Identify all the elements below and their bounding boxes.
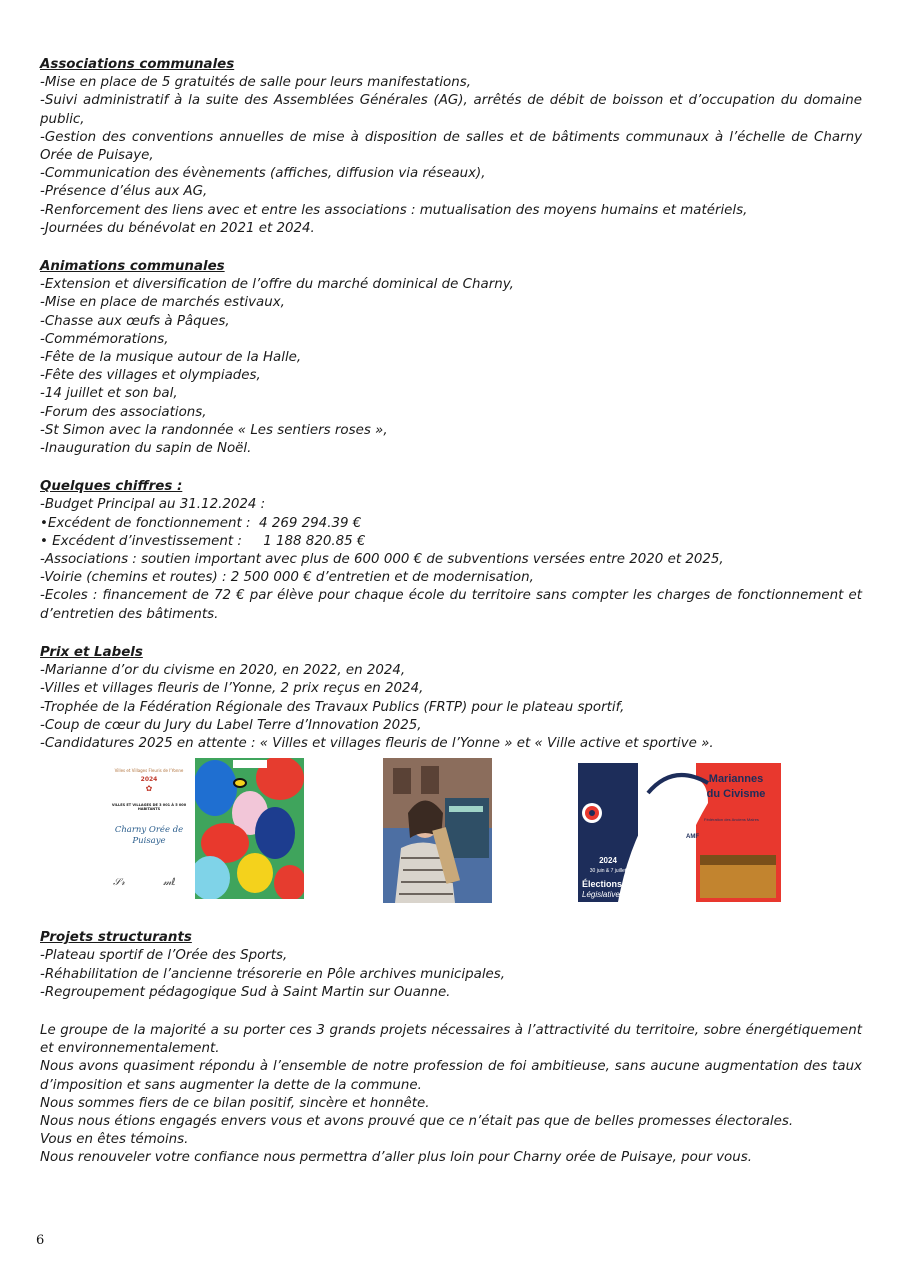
list-item: -Voirie (chemins et routes) : 2 500 000 € d’entretien et de modernisation,: [40, 570, 534, 586]
signature-right: 𝓂ℓ: [163, 877, 176, 889]
paragraph: Le groupe de la majorité a su porter ces 3 grands projets nécessaires à l’attractivité du territoire, sobre énergétiquement et environnementalement.: [40, 1022, 862, 1057]
section-title: Animations communales: [40, 259, 225, 275]
list-item: •Excédent de fonctionnement : 4 269 294.39 €: [40, 515, 362, 531]
list-item: -Inauguration du sapin de Noël.: [40, 441, 252, 457]
section-chiffres: [40, 478, 862, 624]
list-item: -Plateau sportif de l’Orée des Sports,: [40, 948, 288, 964]
list-item: -Mise en place de marchés estivaux,: [40, 295, 285, 311]
certificate-header: Villes et Villages Fleuris de l'Yonne: [114, 768, 184, 774]
list-item: -Ecoles : financement de 72 € par élève pour chaque école du territoire sans compter les charges de fonctionnement et d’entretien des bâtiments.: [40, 588, 862, 622]
marianne-year: 2024: [599, 856, 617, 866]
section-title: Projets structurants: [40, 930, 192, 946]
marianne-title-2: du Civisme: [706, 788, 766, 801]
list-item: -Suivi administratif à la suite des Assemblées Générales (AG), arrêtés de débit de boisson et d’occupation du domaine public,: [40, 93, 862, 127]
image-strip: [40, 758, 862, 908]
section-conclusion: [40, 1022, 862, 1168]
list-item: -14 juillet et son bal,: [40, 386, 178, 402]
marianne-event1: Élections: [582, 879, 623, 890]
section-animations: [40, 258, 862, 458]
certificate-category: VILLES ET VILLAGES DE 3 001 À 5 000 HABITANTS: [111, 803, 187, 812]
list-item: -St Simon avec la randonnée « Les sentiers roses »,: [40, 422, 388, 438]
section-prix: [40, 644, 862, 753]
section-title: Quelques chiffres :: [40, 479, 183, 495]
section-projets: [40, 929, 862, 1002]
list-item: -Associations : soutien important avec plus de 600 000 € de subventions versées entre 2020 et 2025,: [40, 552, 724, 568]
section-title: Prix et Labels: [40, 644, 143, 660]
list-item: -Journées du bénévolat en 2021 et 2024.: [40, 220, 315, 236]
paragraph: Nous avons quasiment répondu à l’ensemble de notre profession de foi ambitieuse, sans aucune augmentation des taux d’imposition et sans augmenter la dette de la commune.: [40, 1059, 862, 1093]
list-item: -Commémorations,: [40, 331, 169, 347]
paragraph: Nous nous étions engagés envers vous et avons prouvé que ce n’était pas que de belles promesses électorales.: [40, 1113, 794, 1129]
section-title: Associations communales: [40, 57, 235, 72]
list-item: -Candidatures 2025 en attente : « Villes et villages fleuris de l’Yonne » et « Ville active et sportive ».: [40, 735, 714, 751]
person-photo: [383, 758, 492, 903]
list-item: -Coup de cœur du Jury du Label Terre d’Innovation 2025,: [40, 717, 422, 733]
list-item: -Regroupement pédagogique Sud à Saint Martin sur Ouanne.: [40, 984, 451, 1000]
paragraph: Nous sommes fiers de ce bilan positif, sincère et honnête.: [40, 1095, 430, 1111]
marianne-org: Fédération des Anciens Maires: [704, 817, 759, 823]
mariannes-poster-image: [578, 763, 781, 902]
marianne-event2: Législatives: [582, 890, 624, 900]
paragraph: Vous en êtes témoins.: [40, 1132, 189, 1148]
list-item: -Fête de la musique autour de la Halle,: [40, 350, 302, 366]
marianne-dates: 30 juin & 7 juillet: [589, 868, 627, 875]
certificate-year: 2024: [140, 776, 158, 784]
paragraph: Nous renouveler votre confiance nous permettra d’aller plus loin pour Charny orée de Puisaye, pour vous.: [40, 1150, 752, 1166]
marianne-title-1: Mariannes: [708, 773, 764, 786]
marianne-org-short: AMF: [686, 834, 699, 841]
certificate-image: [105, 762, 193, 902]
list-item: -Extension et diversification de l’offre du marché dominical de Charny,: [40, 277, 514, 293]
section-associations: [40, 56, 862, 238]
list-item: -Trophée de la Fédération Régionale des Travaux Publics (FRTP) pour le plateau sportif,: [40, 699, 625, 715]
list-item: -Réhabilitation de l’ancienne trésorerie en Pôle archives municipales,: [40, 966, 506, 982]
list-item: -Villes et villages fleuris de l’Yonne, 2 prix reçus en 2024,: [40, 681, 424, 697]
list-item: -Budget Principal au 31.12.2024 :: [40, 497, 266, 513]
list-item: -Présence d’élus aux AG,: [40, 184, 208, 200]
list-item: -Renforcement des liens avec et entre les associations : mutualisation des moyens humains et matériels,: [40, 202, 748, 218]
list-item: -Communication des évènements (affiches, diffusion via réseaux),: [40, 166, 486, 182]
document-page: [40, 56, 862, 1188]
certificate-town: Charny Orée de Puisaye: [114, 825, 184, 847]
list-item: -Chasse aux œufs à Pâques,: [40, 313, 230, 329]
list-item: -Forum des associations,: [40, 404, 207, 420]
floral-poster-image: [195, 758, 304, 899]
list-item: -Gestion des conventions annuelles de mise à disposition de salles et de bâtiments communaux à l’échelle de Charny Orée de Puisaye,: [40, 129, 862, 164]
list-item: • Excédent d’investissement : 1 188 820.85 €: [40, 533, 366, 549]
list-item: -Marianne d’or du civisme en 2020, en 2022, en 2024,: [40, 663, 406, 679]
page-number: 6: [36, 1233, 45, 1248]
list-item: -Fête des villages et olympiades,: [40, 368, 261, 384]
list-item: -Mise en place de 5 gratuités de salle pour leurs manifestations,: [40, 75, 471, 91]
flower-icon: ✿: [145, 784, 153, 794]
signature-left: 𝒮𝓇: [113, 877, 125, 889]
